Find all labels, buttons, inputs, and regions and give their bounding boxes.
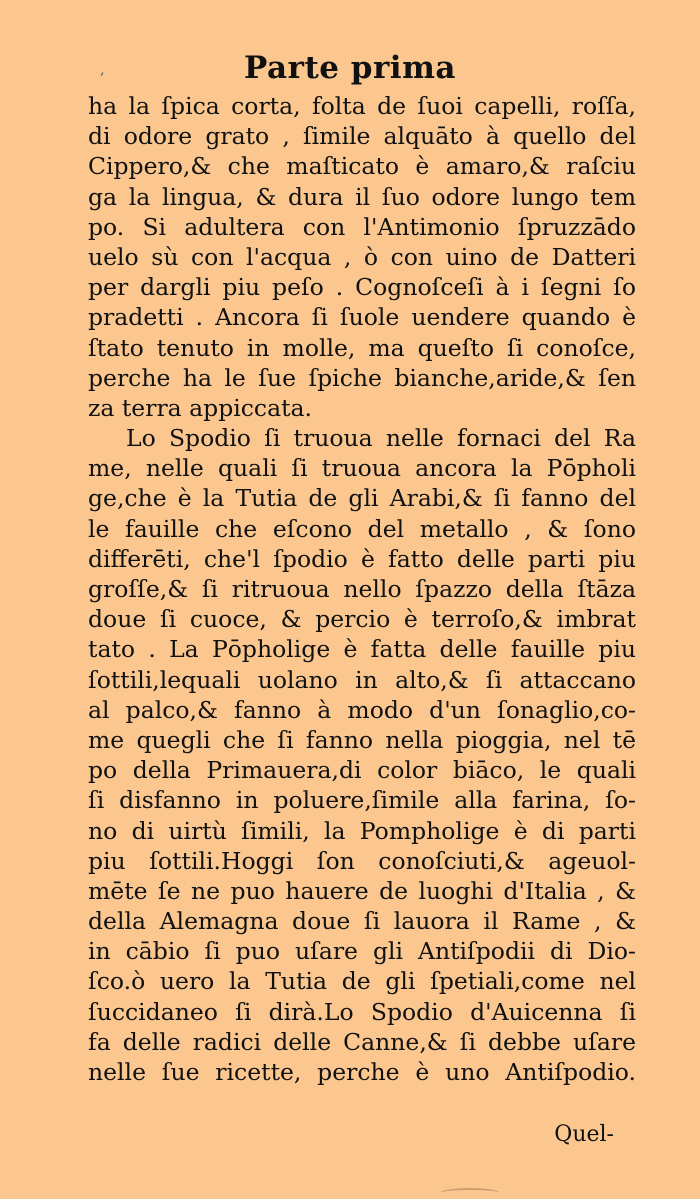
text-line: ha la ſpica corta, folta de ſuoi capelli, roſſa, — [88, 92, 636, 120]
text-line: no di uirtù ſimili, la Pompholige è di parti — [88, 816, 636, 845]
text-line: ge,che è la Tutia de gli Arabi,& ſi fanno del — [88, 484, 636, 513]
text-line: ſco.ò uero la Tutia de gli ſpetiali,come nel — [88, 967, 636, 996]
text-line: ſtato tenuto in molle, ma queſto ſi conoſce, — [88, 333, 636, 362]
text-line: in cābio ſi puo uſare gli Antiſpodii di Dio- — [88, 937, 636, 966]
text-line: ſottili,lequali uolano in alto,& ſi attaccano — [88, 665, 636, 694]
text-line-paragraph-start: Lo Spodio ſi truoua nelle fornaci del Ra — [126, 424, 636, 453]
text-line: ſuccidaneo ſi dirà.Lo Spodio d'Auicenna ſi — [88, 997, 636, 1026]
text-line: al palco,& fanno à modo d'un ſonaglio,co- — [88, 695, 636, 724]
text-line: uelo sù con l'acqua , ò con uino de Datteri — [88, 242, 636, 271]
text-line: di odore grato , ſimile alquāto à quello del — [88, 122, 636, 151]
body-text — [88, 91, 636, 1087]
text-line: mēte ſe ne puo hauere de luoghi d'Italia , & — [88, 876, 636, 905]
text-line: ga la lingua, & dura il ſuo odore lungo tem — [88, 182, 636, 211]
text-line: me quegli che ſi fanno nella pioggia, nel tē — [88, 725, 636, 754]
running-head: Parte prima — [244, 50, 456, 86]
text-line: della Alemagna doue ſi lauora il Rame , & — [88, 907, 636, 936]
text-line: po della Primauera,di color biāco, le quali — [88, 756, 636, 785]
text-line: le fauille che eſcono del metallo , & ſono — [88, 514, 636, 543]
text-line: ſi disfanno in poluere,ſimile alla farina, ſo- — [88, 786, 636, 815]
text-line: pradetti . Ancora ſi ſuole uendere quando è — [88, 303, 636, 332]
text-line: tato . La Pōpholige è fatta delle fauille piu — [88, 635, 636, 664]
text-line-paragraph-end: za terra appiccata. — [88, 393, 313, 422]
text-line: differēti, che'l ſpodio è fatto delle parti piu — [88, 544, 636, 573]
text-line: me, nelle quali ſi truoua ancora la Pōpholi — [88, 454, 636, 483]
text-line: per dargli piu peſo . Cognoſceſi à i ſegni ſo — [88, 273, 636, 302]
text-line: fa delle radici delle Canne,& ſi debbe uſare — [88, 1027, 636, 1056]
catchword: Quel- — [554, 1122, 614, 1147]
text-line: nelle ſue ricette, perche è uno Antiſpodio. — [88, 1058, 636, 1086]
text-line: piu ſottili.Hoggi ſon conoſciuti,& ageuol- — [88, 846, 636, 875]
text-line: perche ha le ſue ſpiche bianche,aride,& ſen — [88, 363, 636, 392]
text-line: po. Si adultera con l'Antimonio ſpruzzādo — [88, 212, 636, 241]
text-line: Cippero,& che maſticato è amaro,& raſciu — [88, 152, 636, 181]
text-line: doue ſi cuoce, & percio è terroſo,& imbrat — [88, 605, 636, 634]
margin-mark: ‚ — [100, 62, 105, 78]
page-edge-mark — [440, 1188, 500, 1198]
text-line: groſſe,& ſi ritruoua nello ſpazzo della ſtāza — [88, 575, 636, 603]
